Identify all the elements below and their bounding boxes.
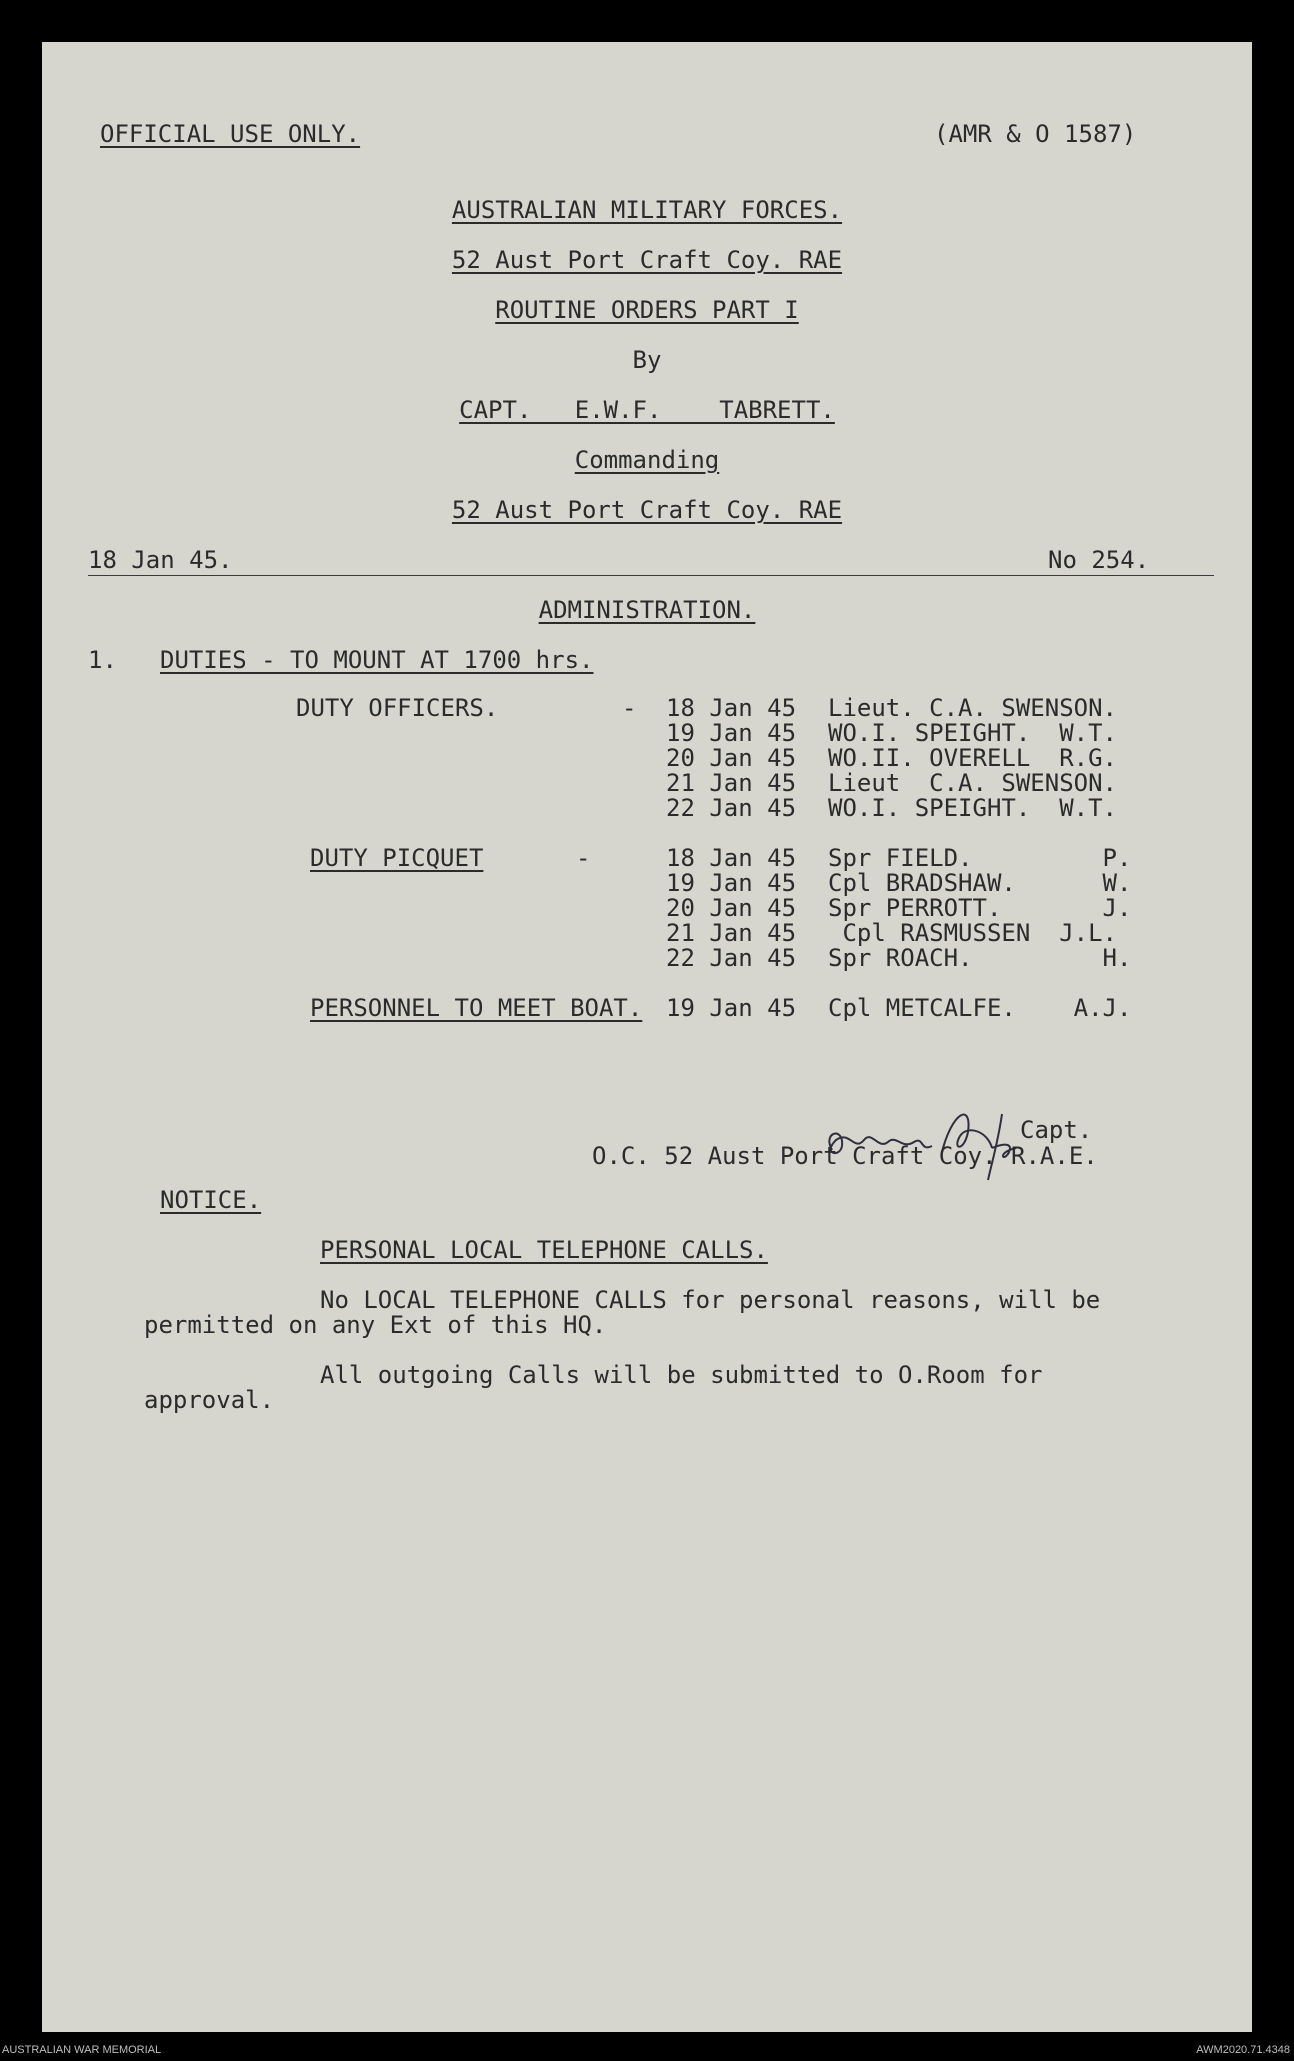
list-item: 20 Jan 45	[666, 744, 797, 772]
document-page	[42, 42, 1252, 2032]
title-line-5: CAPT. E.W.F. TABRETT.	[459, 396, 835, 424]
list-item: 18 Jan 45	[666, 694, 797, 722]
item-number: 1.	[88, 646, 117, 674]
list-item: Cpl BRADSHAW. W.	[828, 869, 1132, 897]
list-item: 19 Jan 45	[666, 719, 797, 747]
list-item: Cpl METCALFE. A.J.	[828, 994, 1132, 1022]
date-rule	[88, 575, 1214, 576]
item-title: DUTIES - TO MOUNT AT 1700 hrs.	[160, 646, 594, 674]
title-line-6: Commanding	[574, 446, 720, 474]
list-item: Lieut C.A. SWENSON.	[828, 769, 1117, 797]
duty-picquet-dash: -	[576, 844, 591, 872]
section-heading: ADMINISTRATION.	[538, 596, 756, 624]
list-item: Spr PERROTT. J.	[828, 894, 1132, 922]
notice-paragraph-1-line-2: permitted on any Ext of this HQ.	[144, 1311, 607, 1339]
title-line-3: ROUTINE ORDERS PART I	[495, 296, 799, 324]
list-item: 21 Jan 45	[666, 919, 797, 947]
notice-paragraph-1-line-1: No LOCAL TELEPHONE CALLS for personal reasons, will be	[320, 1286, 1101, 1314]
list-item: 19 Jan 45	[666, 994, 797, 1022]
list-item: Cpl RASMUSSEN J.L.	[828, 919, 1117, 947]
list-item: 21 Jan 45	[666, 769, 797, 797]
list-item: 20 Jan 45	[666, 894, 797, 922]
signature-rank: Capt.	[1020, 1116, 1093, 1144]
list-item: 19 Jan 45	[666, 869, 797, 897]
footer-right: AWM2020.71.4348	[1196, 2044, 1290, 2056]
list-item: 22 Jan 45	[666, 794, 797, 822]
list-item: WO.II. OVERELL R.G.	[828, 744, 1117, 772]
list-item: WO.I. SPEIGHT. W.T.	[828, 794, 1117, 822]
order-date: 18 Jan 45.	[88, 546, 233, 574]
title-line-4: By	[632, 346, 662, 374]
notice-paragraph-2-line-1: All outgoing Calls will be submitted to O.Room for	[320, 1361, 1043, 1389]
signature-title: O.C. 52 Aust Port Craft Coy. R.A.E.	[592, 1142, 1098, 1170]
list-item: Spr ROACH. H.	[828, 944, 1132, 972]
title-line-7: 52 Aust Port Craft Coy. RAE	[451, 496, 843, 524]
list-item: 18 Jan 45	[666, 844, 797, 872]
notice-title: PERSONAL LOCAL TELEPHONE CALLS.	[320, 1236, 768, 1264]
notice-paragraph-2-line-2: approval.	[144, 1386, 275, 1414]
list-item: WO.I. SPEIGHT. W.T.	[828, 719, 1117, 747]
notice-label: NOTICE.	[160, 1186, 262, 1214]
duty-picquet-label: DUTY PICQUET	[310, 844, 484, 872]
list-item: Lieut. C.A. SWENSON.	[828, 694, 1117, 722]
title-line-2: 52 Aust Port Craft Coy. RAE	[451, 246, 843, 274]
list-item: Spr FIELD. P.	[828, 844, 1132, 872]
duty-officers-dash: -	[622, 694, 637, 722]
footer-left: AUSTRALIAN WAR MEMORIAL	[2, 2044, 162, 2056]
list-item: 22 Jan 45	[666, 944, 797, 972]
order-number: No 254.	[1048, 546, 1150, 574]
official-use-label: OFFICIAL USE ONLY.	[100, 120, 361, 148]
reference-number: (AMR & O 1587)	[934, 120, 1137, 148]
boat-label: PERSONNEL TO MEET BOAT.	[310, 994, 643, 1022]
duty-officers-label: DUTY OFFICERS.	[296, 694, 499, 722]
title-line-1: AUSTRALIAN MILITARY FORCES.	[451, 196, 843, 224]
